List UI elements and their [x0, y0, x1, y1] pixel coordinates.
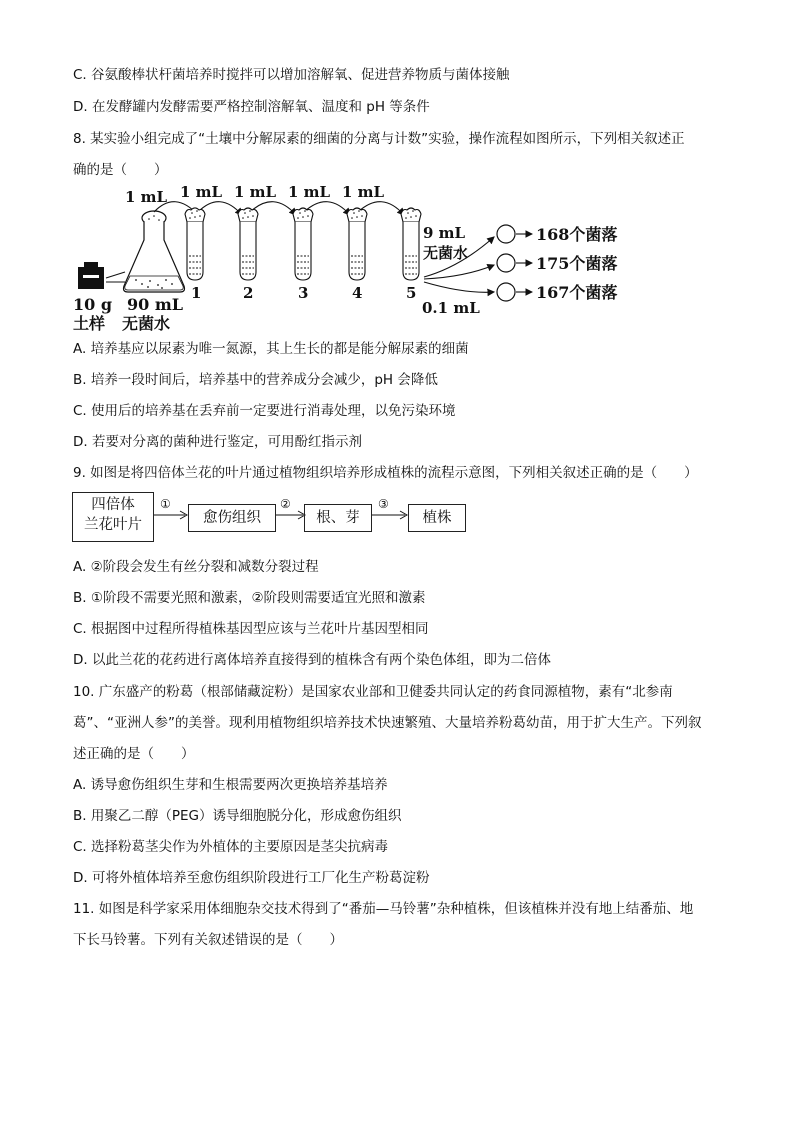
tissue-culture-flowchart [72, 492, 472, 546]
tube-number-1: 1 [191, 284, 202, 302]
flow-box-callus: 愈伤组织 [188, 504, 276, 532]
q8-stem-line2: 确的是（ ） [73, 162, 168, 178]
colony-count-2: 175个菌落 [536, 254, 618, 273]
flow-box-plant: 植株 [408, 504, 466, 532]
q8-stem-line1: 8. 某实验小组完成了“土壤中分解尿素的细菌的分离与计数”实验，操作流程如图所示，下列相关叙述正 [73, 131, 685, 147]
step-1-label: ① [160, 497, 171, 511]
q9-option-c: C. 根据图中过程所得植株基因型应该与兰花叶片基因型相同 [73, 621, 429, 637]
soil-sample-icon [78, 262, 104, 289]
petri-dish-icon [497, 254, 515, 272]
tube-number-5: 5 [406, 284, 417, 302]
tube-number-3: 3 [298, 284, 309, 302]
q9-option-b: B. ①阶段不需要光照和激素，②阶段则需要适宜光照和激素 [73, 590, 426, 606]
conical-flask-icon [124, 211, 185, 292]
tube-number-4: 4 [352, 284, 363, 302]
q10-option-c: C. 选择粉葛茎尖作为外植体的主要原因是茎尖抗病毒 [73, 839, 389, 855]
test-tubes [185, 208, 421, 280]
arrow-right-icon [372, 508, 408, 522]
petri-dish-icon [497, 283, 515, 301]
step-3-label: ③ [378, 497, 389, 511]
q8-option-c: C. 使用后的培养基在丢弃前一定要进行消毒处理，以免污染环境 [73, 403, 456, 419]
q10-stem-line1: 10. 广东盛产的粉葛（根部储藏淀粉）是国家农业部和卫健委共同认定的药食同源植物，素有“北参南 [73, 684, 673, 700]
test-tube-icon [347, 208, 367, 280]
arrow-right-icon [276, 508, 306, 522]
serial-dilution-figure [70, 182, 670, 337]
test-tube-icon [185, 208, 205, 280]
colony-count-3: 167个菌落 [536, 283, 618, 302]
flow-box-leaf-line2: 兰花叶片 [84, 517, 142, 533]
q8-option-d: D. 若要对分离的菌种进行鉴定，可用酚红指示剂 [73, 434, 362, 450]
flow-box-leaf-line1: 四倍体 [91, 497, 135, 513]
q11-stem-line2: 下长马铃薯。下列有关叙述错误的是（ ） [73, 932, 343, 948]
q10-option-a: A. 诱导愈伤组织生芽和生根需要两次更换培养基培养 [73, 777, 388, 793]
q7-option-d: D. 在发酵罐内发酵需要严格控制溶解氧、温度和 pH 等条件 [73, 99, 430, 115]
transfer-volume-1: 1 mL [180, 183, 223, 201]
q8-option-a: A. 培养基应以尿素为唯一氮源，其上生长的都是能分解尿素的细菌 [73, 341, 469, 357]
plating-volume: 0.1 mL [422, 299, 480, 317]
transfer-volume-3: 1 mL [288, 183, 331, 201]
test-tube-icon [293, 208, 313, 280]
colony-count-1: 168个菌落 [536, 225, 618, 244]
q10-option-b: B. 用聚乙二醇（PEG）诱导细胞脱分化，形成愈伤组织 [73, 808, 402, 824]
flow-box-leaf [72, 492, 154, 542]
q8-option-b: B. 培养一段时间后，培养基中的营养成分会减少，pH 会降低 [73, 372, 438, 388]
q10-option-d: D. 可将外植体培养至愈伤组织阶段进行工厂化生产粉葛淀粉 [73, 870, 430, 886]
transfer-volume-4: 1 mL [342, 183, 385, 201]
q9-option-d: D. 以此兰花的花药进行离体培养直接得到的植株含有两个染色体组，即为二倍体 [73, 652, 551, 668]
transfer-volume-2: 1 mL [234, 183, 277, 201]
tube5-volume: 9 mL [423, 224, 466, 242]
q10-stem-line2: 葛”、“亚洲人参”的美誉。现利用植物组织培养技术快速繁殖、大量培养粉葛幼苗，用于扩大生产。下列叙 [73, 715, 702, 731]
q7-option-c: C. 谷氨酸棒状杆菌培养时搅拌可以增加溶解氧、促进营养物质与菌体接触 [73, 67, 510, 83]
petri-dish-icon [497, 225, 515, 243]
q9-option-a: A. ②阶段会发生有丝分裂和减数分裂过程 [73, 559, 319, 575]
flask-label: 无菌水 [122, 314, 171, 333]
sample-label: 土样 [73, 314, 106, 333]
q9-stem: 9. 如图是将四倍体兰花的叶片通过植物组织培养形成植株的流程示意图，下列相关叙述正确的是（ ） [73, 465, 698, 481]
sample-mass: 10 g [73, 295, 113, 314]
q11-stem-line1: 11. 如图是科学家采用体细胞杂交技术得到了“番茄—马铃薯”杂种植株，但该植株并没有地上结番茄、地 [73, 901, 694, 917]
flow-box-roots-buds: 根、芽 [304, 504, 372, 532]
transfer-volume-first: 1 mL [125, 188, 168, 206]
test-tube-icon [401, 208, 421, 280]
arrow-right-icon [154, 508, 188, 522]
step-2-label: ② [280, 497, 291, 511]
q10-stem-line3: 述正确的是（ ） [73, 746, 195, 762]
test-tube-icon [238, 208, 258, 280]
flask-volume: 90 mL [127, 295, 184, 314]
tube-number-2: 2 [243, 284, 254, 302]
tube5-label: 无菌水 [423, 244, 469, 262]
